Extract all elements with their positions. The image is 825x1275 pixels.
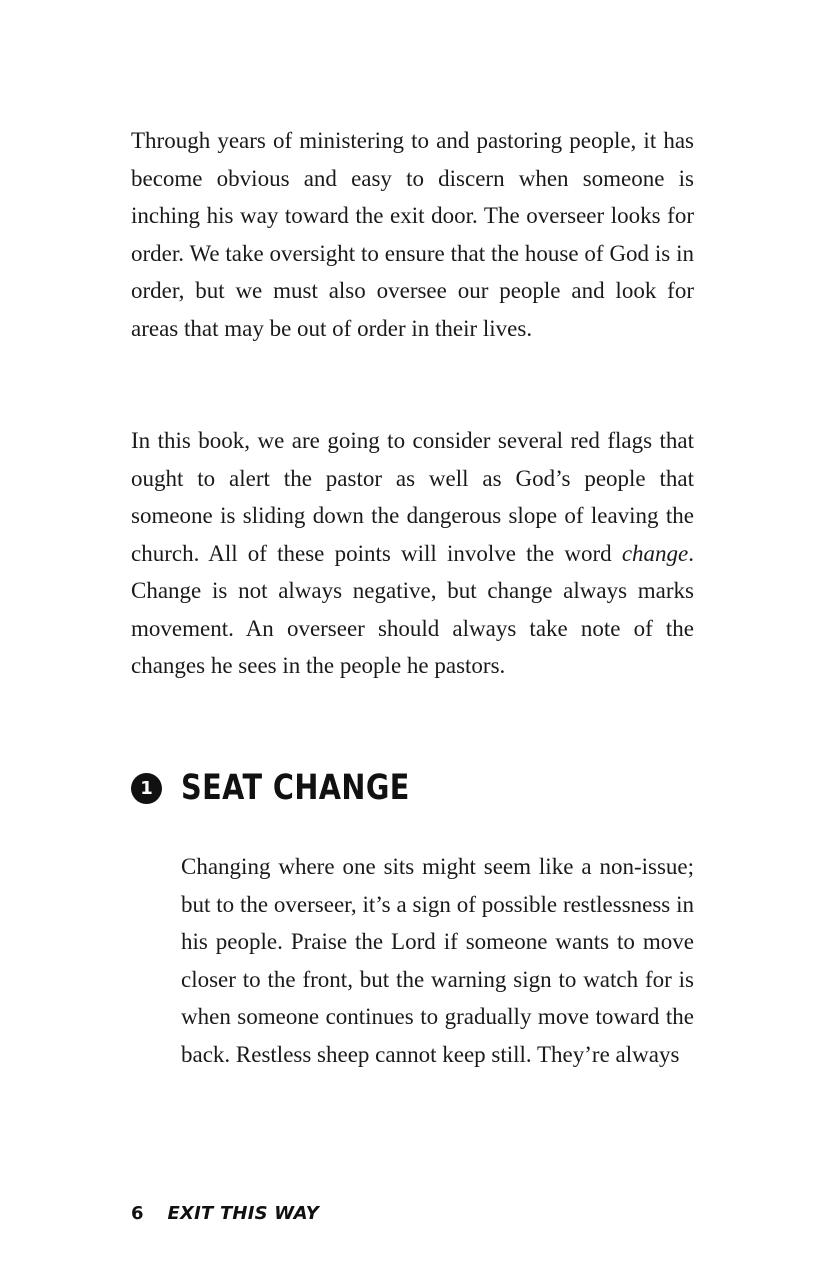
section-number-badge — [131, 773, 162, 804]
emphasized-word: change — [621, 540, 689, 566]
section-number: 1 — [140, 777, 153, 799]
section-title: SEAT CHANGE — [181, 768, 410, 808]
body-paragraph-2-text-end: . Change is not always negative, but change always marks movement. An overseer should always take note of the changes he sees in the people he pastors. — [131, 540, 694, 678]
running-title: EXIT THIS WAY — [167, 1203, 319, 1224]
section-heading — [131, 765, 460, 811]
body-paragraph-2-text-start: In this book, we are going to consider several red flags that ought to alert the pastor as well as God’s people that someone is sliding down the dangerous slope of leaving the church. All of these points will involve the word — [131, 428, 694, 566]
section-paragraph — [181, 848, 694, 1073]
body-paragraph-1 — [131, 122, 694, 347]
section-paragraph-text: Changing where one sits might seem like a non-issue; but to the overseer, it’s a sign of possible restlessness in his people. Praise the Lord if someone wants to move closer to the front, but the warning sign to watch for is when someone continues to gradually move toward the back. Restless sheep cannot keep still. They’re always — [181, 854, 694, 1067]
body-paragraph-1-text: Through years of ministering to and pastoring people, it has become obvious and easy to discern when someone is inching his way toward the exit door. The overseer looks for order. We take oversight to ensure that the house of God is in order, but we must also oversee our people and look for areas that may be out of order in their lives. — [131, 128, 694, 341]
page-footer — [131, 1203, 319, 1224]
body-paragraph-2 — [131, 422, 694, 685]
page-number: 6 — [131, 1203, 144, 1224]
